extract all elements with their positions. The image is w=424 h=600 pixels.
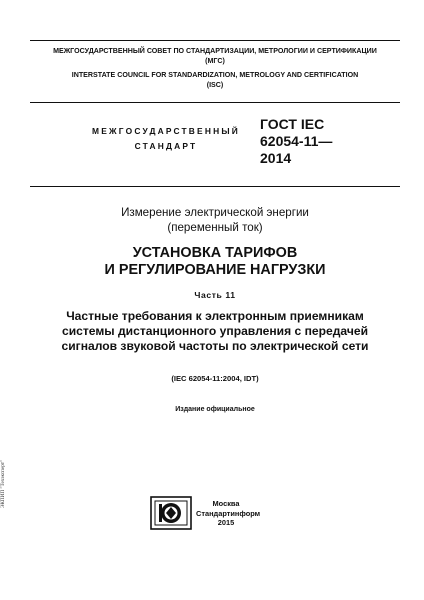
gost-line3: 2014 [260,150,292,166]
publisher-city: Москва [212,499,240,508]
council-ru-line2: (МГС) [205,56,225,65]
gost-line2: 62054-11— [260,133,333,149]
main-title-line2: И РЕГУЛИРОВАНИЕ НАГРУЗКИ [104,262,326,278]
gost-designation [260,116,400,167]
council-ru [30,47,400,66]
subtitle [30,309,400,354]
top-rule [30,40,400,41]
iec-reference: (IEC 62054-11:2004, IDT) [171,374,259,383]
edition-label: Издание официальное [175,406,255,413]
publisher-name: Стандартинформ [196,508,261,518]
side-stamp: ЭКПИП "Техэксперт" [0,459,6,508]
title-rule [30,186,400,187]
standard-type-line1: МЕЖГОСУДАРСТВЕННЫЙ [92,126,240,136]
subtitle-line1: Частные требования к электронным приемникам [66,309,364,323]
publisher-info [196,499,261,528]
standartinform-logo-icon [150,496,192,530]
subtitle-line2: системы дистанционного управления с передачей [61,324,369,338]
part-label: Часть 11 [194,290,236,300]
general-title-line1: Измерение электрической энергии [121,206,309,219]
council-ru-line1: МЕЖГОСУДАРСТВЕННЫЙ СОВЕТ ПО СТАНДАРТИЗАЦИИ, МЕТРОЛОГИИ И СЕРТИФИКАЦИИ [53,47,377,55]
gost-line1: ГОСТ IEC [260,116,325,132]
council-rule [30,102,400,103]
publisher-year: 2015 [217,518,235,528]
general-title-line2: (переменный ток) [167,221,263,234]
council-en-line2: (ISC) [206,80,224,89]
main-title [30,245,400,279]
general-title [30,205,400,235]
standard-type-line2: СТАНДАРТ [134,141,198,151]
subtitle-line3: сигналов звуковой частоты по электрической сети [61,339,369,353]
standard-type [80,124,252,154]
main-title-line1: УСТАНОВКА ТАРИФОВ [132,245,298,261]
council-en [30,71,400,90]
council-en-line1: INTERSTATE COUNCIL FOR STANDARDIZATION, METROLOGY AND CERTIFICATION [71,71,359,79]
